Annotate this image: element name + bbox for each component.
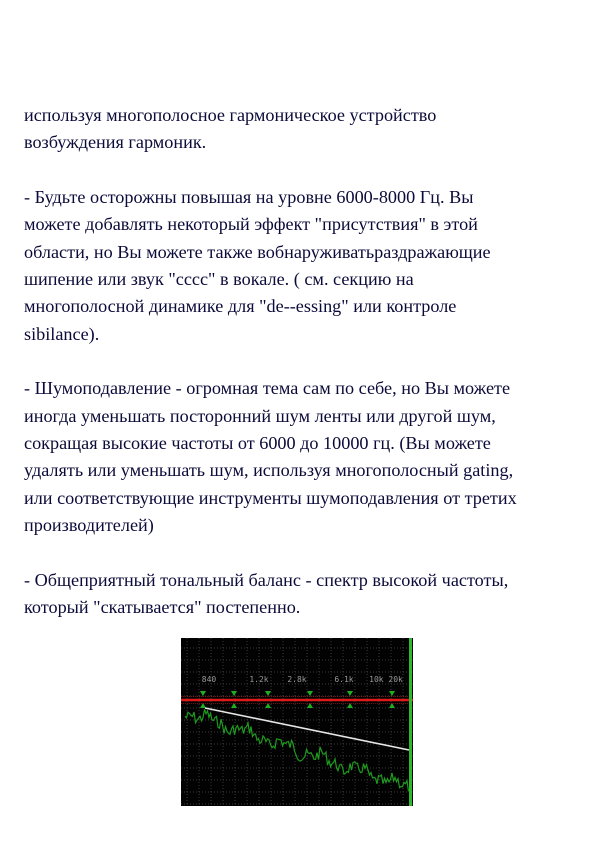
spectrum-analyzer-graphic — [181, 638, 413, 806]
frequency-label: 840 — [201, 675, 217, 684]
document-body — [24, 102, 572, 622]
text-line: - Шумоподавление - огромная тема сам по себе, но Вы можете — [24, 378, 511, 399]
text-line: - Общеприятный тональный баланс - спектр высокой частоты, — [24, 569, 509, 590]
paragraph-tonal-balance — [24, 567, 572, 622]
text-line: иногда уменьшать посторонний шум ленты или другой шум, — [24, 405, 496, 426]
spectrum-analyzer-image — [181, 638, 413, 806]
text-line: который "скатывается" постепенно. — [24, 597, 301, 618]
text-line: области, но Вы можете также вобнаруживатьраздражающие — [24, 241, 491, 262]
text-line: sibilance). — [24, 323, 100, 344]
text-line: - Будьте осторожны повышая на уровне 6000-8000 Гц. Вы — [24, 186, 474, 207]
paragraph-presence-boost — [24, 184, 572, 348]
text-line: сокращая высокие частоты от 6000 до 10000 гц. (Вы можете — [24, 433, 491, 454]
frequency-labels — [202, 675, 403, 684]
level-bar — [409, 638, 412, 806]
text-line: или соответствующие инструменты шумоподавления от третих — [24, 487, 517, 508]
text-line: используя многополосное гармоническое устройство — [24, 105, 437, 125]
marker-down-icon — [389, 691, 395, 696]
text-line: можете добавлять некоторый эффект "присутствия" в этой — [24, 214, 478, 235]
analyzer-overlay — [181, 638, 413, 806]
text-line: шипение или звук "сссс" в вокале. ( см. секцию на — [24, 269, 414, 290]
frequency-label: 10k 20k — [369, 675, 403, 684]
spectrum-trace — [185, 709, 409, 791]
marker-down-icon — [347, 691, 353, 696]
spectrum-line — [185, 709, 409, 791]
analyzer-grid — [181, 638, 413, 806]
frequency-label: 1.2k — [249, 675, 269, 684]
text-line: многополосной динамике для "de--essing" или контроле — [24, 296, 457, 317]
marker-down-icon — [231, 691, 237, 696]
paragraph-noise-reduction — [24, 375, 572, 539]
frequency-label: 6.1k — [334, 675, 354, 684]
marker-down-icon — [265, 691, 271, 696]
frequency-label: 2.8k — [287, 675, 307, 684]
text-line: возбуждения гармоник. — [24, 132, 207, 153]
paragraph-harmonic-exciter — [24, 102, 572, 157]
text-line: производителей) — [24, 515, 154, 536]
marker-down-icon — [307, 691, 313, 696]
marker-down-icon — [200, 691, 206, 696]
text-line: удалять или уменьшать шум, используя многополосный gating, — [24, 460, 514, 481]
